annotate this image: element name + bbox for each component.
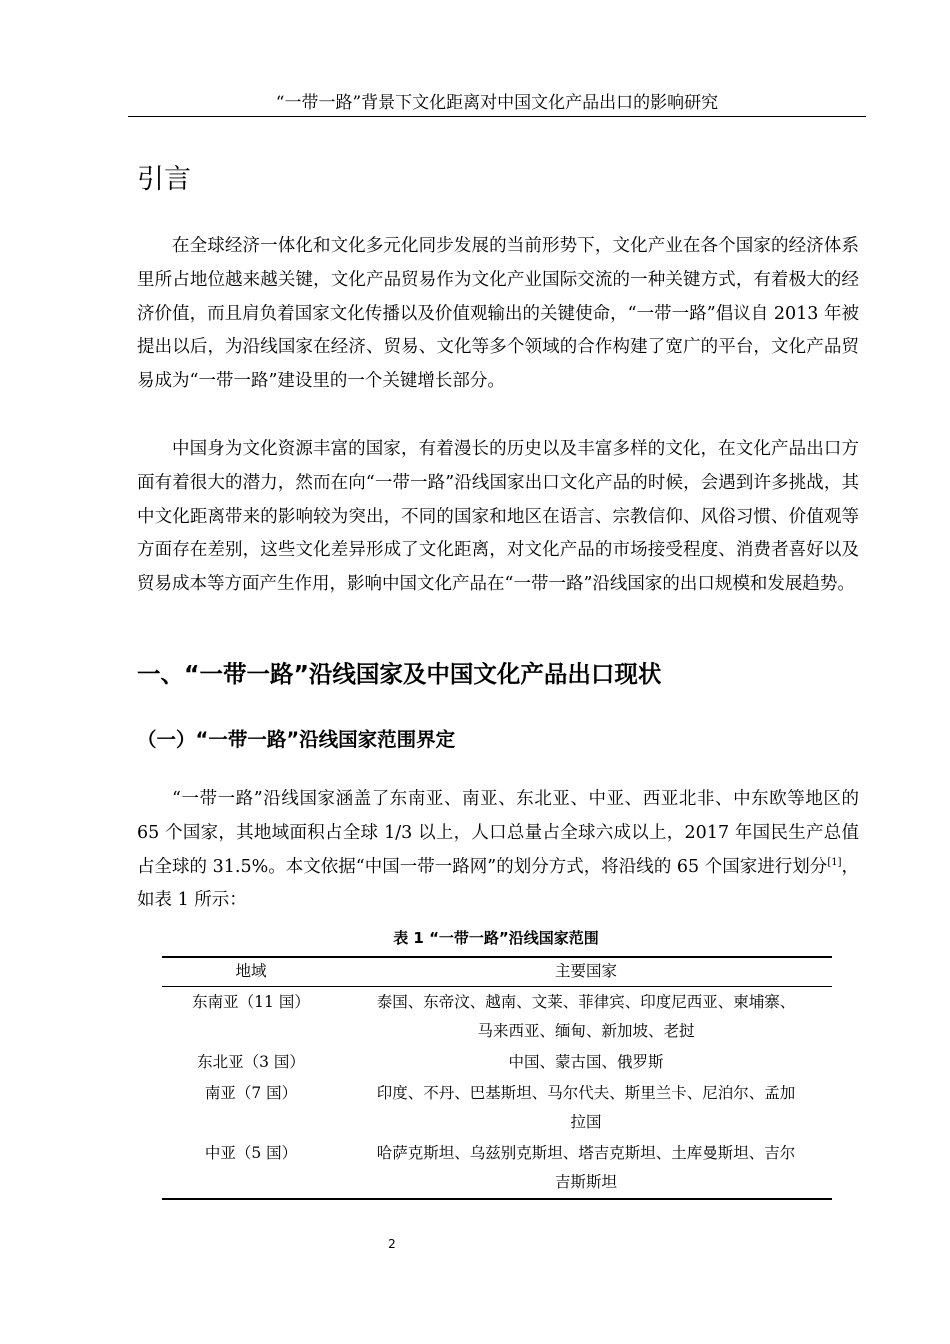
countries-cell: 哈萨克斯坦、乌兹别克斯坦、塔吉克斯坦、土库曼斯坦、吉尔吉斯斯坦 [340,1138,832,1199]
header-region: 地域 [162,957,340,987]
header-countries: 主要国家 [340,957,832,987]
subsection-1-paragraph [137,783,859,918]
region-cell: 东北亚（3 国） [197,1053,305,1071]
table-row [162,987,832,1048]
paragraph-tail: ，如表 1 所示： [137,856,859,911]
section-1-heading: 一、“一带一路”沿线国家及中国文化产品出口现状 [137,660,662,688]
running-header: “一带一路”背景下文化距离对中国文化产品出口的影响研究 [275,93,719,113]
header-rule [128,116,866,117]
table-row [162,1078,832,1138]
paragraph-text: “一带一路”沿线国家涵盖了东南亚、南亚、东北亚、中亚、西亚北非、中东欧等地区的 65 个国家，其地域面积占全球 1/3 以上，人口总量占全球六成以上，2017 年国民生产总值占全球的 31.5%。本文依据“中国一带一路网”的划分方式，将沿线的 65 个国家进行划分 [137,789,859,877]
subsection-1-heading: （一）“一带一路”沿线国家范围界定 [137,728,456,751]
page-number: 2 [388,1237,396,1251]
table-caption: 表 1 “一带一路”沿线国家范围 [393,929,599,947]
countries-table [162,956,832,1200]
citation-ref[interactable]: [1] [827,856,842,868]
region-cell: 中亚（5 国） [162,1138,340,1199]
region-cell: 东南亚（11 国） [192,993,310,1011]
countries-cell: 印度、不丹、巴基斯坦、马尔代夫、斯里兰卡、尼泊尔、孟加拉国 [376,1084,796,1131]
intro-paragraph-2: 中国身为文化资源丰富的国家，有着漫长的历史以及丰富多样的文化，在文化产品出口方面有着很大的潜力，然而在向“一带一路”沿线国家出口文化产品的时候，会遇到许多挑战，其中文化距离带来的影响较为突出，不同的国家和地区在语言、宗教信仰、风俗习惯、价值观等方面存在差别，这些文化差异形成了文化距离，对文化产品的市场接受程度、消费者喜好以及贸易成本等方面产生作用，影响中国文化产品在“一带一路”沿线国家的出口规模和发展趋势。 [137,439,859,595]
table-row [162,1047,832,1078]
countries-cell: 泰国、东帝汶、越南、文莱、菲律宾、印度尼西亚、柬埔寨、马来西亚、缅甸、新加坡、老挝 [376,993,796,1040]
intro-heading: 引言 [137,164,191,195]
countries-cell: 中国、蒙古国、俄罗斯 [508,1053,664,1071]
region-cell: 南亚（7 国） [204,1084,298,1102]
intro-paragraph-1: 在全球经济一体化和文化多元化同步发展的当前形势下，文化产业在各个国家的经济体系里所占地位越来越关键，文化产品贸易作为文化产业国际交流的一种关键方式，有着极大的经济价值，而且肩负着国家文化传播以及价值观输出的关键使命，“一带一路”倡议自 2013 年被提出以后，为沿线国家在经济、贸易、文化等多个领域的合作构建了宽广的平台，文化产品贸易成为“一带一路”建设里的一个关键增长部分。 [137,236,859,392]
table-row [162,1138,832,1199]
table-header-row [162,957,832,987]
